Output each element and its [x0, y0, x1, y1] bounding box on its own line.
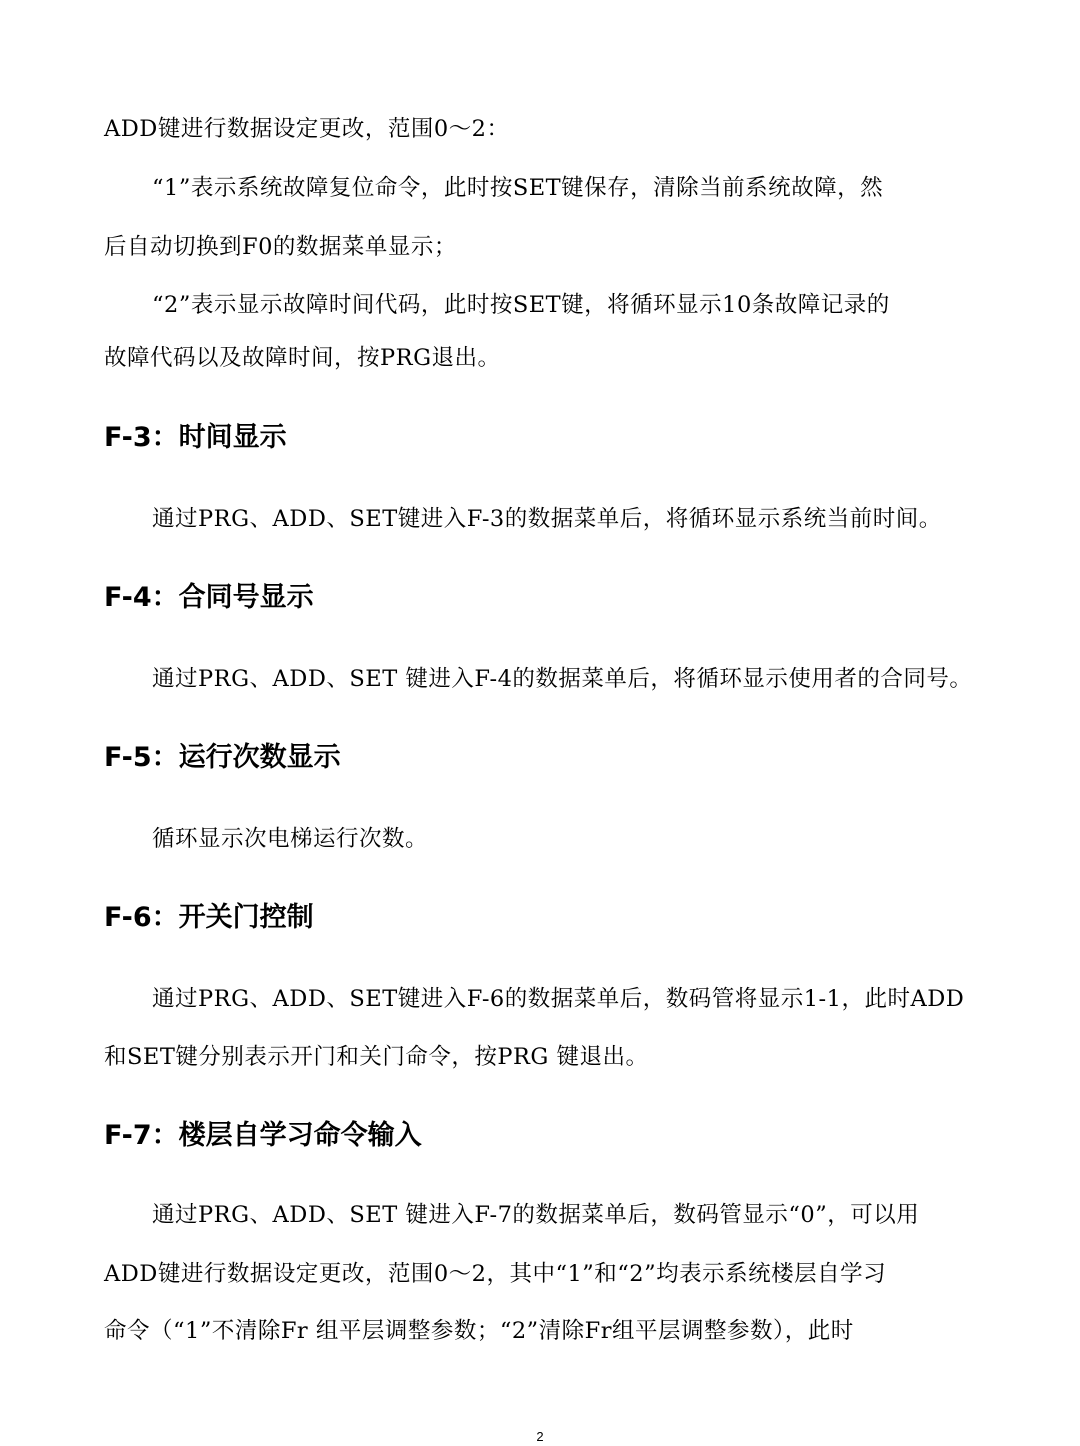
f2-option-2-line-1: “2”表示显示故障时间代码，此时按SET键，将循环显示10条故障记录的 — [152, 292, 890, 318]
f7-body-line-1: 通过PRG、ADD、SET 键进入F-7的数据菜单后，数码管显示“0”，可以用 — [152, 1202, 920, 1228]
f7-body-line-2: ADD键进行数据设定更改，范围0～2，其中“1”和“2”均表示系统楼层自学习 — [104, 1261, 887, 1287]
f6-body-line-2: 和SET键分别表示开门和关门命令，按PRG 键退出。 — [104, 1044, 649, 1070]
f7-body-line-3: 命令（“1”不清除Fr 组平层调整参数；“2”清除Fr组平层调整参数），此时 — [104, 1318, 854, 1344]
f6-heading: F-6：开关门控制 — [104, 902, 314, 933]
f3-heading: F-3：时间显示 — [104, 422, 287, 453]
f2-option-2-line-2: 故障代码以及故障时间，按PRG退出。 — [104, 345, 501, 371]
f4-body: 通过PRG、ADD、SET 键进入F-4的数据菜单后，将循环显示使用者的合同号。 — [152, 666, 973, 692]
f2-option-1-line-2: 后自动切换到F0的数据菜单显示； — [104, 234, 457, 260]
f5-body: 循环显示次电梯运行次数。 — [152, 826, 429, 852]
page-number: 2 — [536, 1429, 544, 1444]
f2-option-1-line-1: “1”表示系统故障复位命令，此时按SET键保存，清除当前系统故障，然 — [152, 175, 884, 201]
f4-heading: F-4：合同号显示 — [104, 582, 314, 613]
f6-body-line-1: 通过PRG、ADD、SET键进入F-6的数据菜单后，数码管将显示1-1，此时ADD — [152, 986, 965, 1012]
f7-heading: F-7：楼层自学习命令输入 — [104, 1120, 422, 1151]
f2-continuation-line: ADD键进行数据设定更改，范围0～2： — [104, 116, 510, 142]
f5-heading: F-5：运行次数显示 — [104, 742, 341, 773]
f3-body: 通过PRG、ADD、SET键进入F-3的数据菜单后，将循环显示系统当前时间。 — [152, 506, 942, 532]
